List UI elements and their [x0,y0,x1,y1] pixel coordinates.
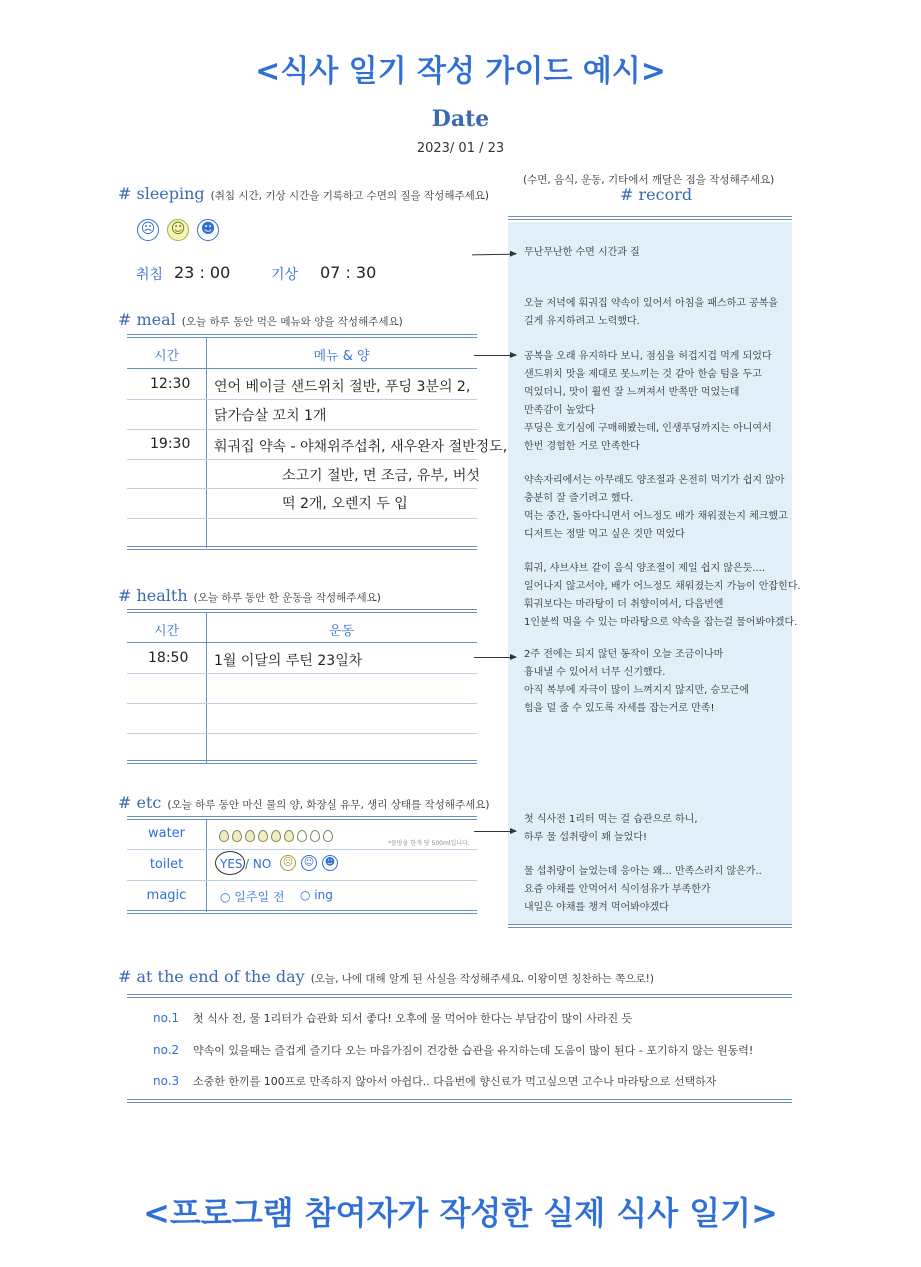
row-divider [127,459,477,460]
health-note: (오늘 하루 동안 한 운동을 작성해주세요) [193,592,381,604]
arrow-icon [474,657,516,658]
table-border [127,334,477,338]
record-note: (수면, 음식, 운동, 기타에서 깨달은 점을 작성해주세요) [523,174,775,186]
meal-time: 12:30 [150,376,191,392]
end-top-border [127,994,792,998]
health-exercise: 1월 이달의 루틴 23일차 [214,653,363,669]
actual-diary-title: <프로그램 참여자가 작성한 실제 식사 일기> [143,1194,778,1232]
meal-heading: # meal [118,310,176,329]
magic-option-ing[interactable]: ○ ing [300,888,333,902]
meal-menu: 떡 2개, 오렌지 두 입 [282,496,408,512]
waketime-value: 07 : 30 [320,263,377,282]
meal-note: (오늘 하루 동안 먹은 메뉴와 양을 작성해주세요) [181,316,403,328]
waketime-label: 기상 [271,267,299,283]
arrow-icon [474,831,516,832]
record-text: 약속자리에서는 아무래도 양조절과 온전히 먹기가 쉽지 않아 충분히 잘 즐기려고 했다. 먹는 중간, 돌아다니면서 어느정도 배가 채워졌는지 체크했고 디저트는 정말 먹고 싶은 것만 먹었다 [524,475,788,540]
end-heading: # at the end of the day [118,967,305,986]
sleeping-note: (취침 시간, 기상 시간을 기록하고 수면의 질을 작성해주세요) [210,190,489,202]
row-divider [127,880,477,881]
item-number: no.1 [153,1011,180,1025]
record-text: 물 섭취량이 늘었는데 응아는 왜... 만족스러지 않은가.. 요즘 야채를 안먹어서 식이섬유가 부족한가 내일은 야채를 챙겨 먹어봐야겠다 [524,866,762,913]
row-divider [127,849,477,850]
water-drops [219,827,336,846]
magic-label: magic [146,888,187,903]
health-col-time: 시간 [153,624,180,639]
column-divider [206,820,207,912]
item-text: 약속이 있을때는 즐겁게 즐기다 오는 마음가짐이 건강한 습관을 유지하는데 도움이 많이 된다 - 포기하지 않는 원동력! [193,1044,754,1057]
etc-heading: # etc [118,793,162,812]
sad-face-icon: ☹ [137,219,159,241]
row-divider [127,399,477,400]
toilet-yes: YES [220,857,243,871]
table-border [127,609,477,613]
end-section-heading [118,967,654,986]
meal-time: 19:30 [150,436,191,452]
row-divider [127,488,477,489]
water-drop-icon [271,830,281,842]
toilet-no: / NO [245,857,272,871]
etc-section-heading [118,793,489,812]
etc-note: (오늘 하루 동안 마신 물의 양, 화장실 유무, 생리 상태를 작성해주세요) [167,799,490,811]
table-border [127,816,477,820]
row-divider [127,733,477,734]
neutral-face-icon: ☺ [167,219,189,241]
item-text: 소중한 한끼를 100프로 만족하지 않아서 아쉽다.. 다음번에 향신료가 먹고싶으면 고수나 마라탕으로 선택하자 [193,1075,717,1088]
neutral-face-icon: ☺ [301,855,317,871]
item-text: 첫 식사 전, 물 1리터가 습관화 되서 좋다! 오후에 물 먹어야 한다는 부담감이 많이 사라진 듯 [193,1012,633,1025]
date-label: Date [431,106,490,132]
row-divider [127,673,477,674]
list-item [153,1042,753,1058]
health-section-heading [118,586,381,605]
water-drop-icon [219,830,229,842]
sleeping-heading: # sleeping [118,184,205,203]
water-drop-icon [297,830,307,842]
toilet-label: toilet [149,857,184,872]
water-note: *물방울 한개 당 500ml입니다. [388,840,470,847]
meal-menu: 소고기 절반, 면 조금, 유부, 버섯 [282,468,480,484]
bedtime-label: 취침 [136,267,164,283]
sleeping-section-heading [118,184,489,203]
record-text: 오늘 저녁에 훠궈집 약속이 있어서 아침을 패스하고 공복을 길게 유지하려고 노력했다. [524,298,779,327]
column-divider [206,338,207,548]
header-divider [127,368,477,369]
item-number: no.2 [153,1043,180,1057]
meal-menu: 연어 베이글 샌드위치 절반, 푸딩 3분의 2, [214,379,471,395]
guide-title: <식사 일기 작성 가이드 예시> [255,54,666,89]
record-meal-text: 공복을 오래 유지하다 보니, 점심을 허겁지겁 먹게 되었다 샌드위치 맛을 제대로 못느끼는 것 같아 한숨 텀을 두고 먹었더니, 맛이 훨씬 잘 느껴져서 반쪽만 먹었는데 만족감이 높았다 푸딩은 호기심에 구매해봤는데, 인생푸딩까지는 아니여서 한번 경험한 거로 만족한다 [524,351,772,452]
magic-option-week-before[interactable]: ○ 일주일 전 [220,890,285,904]
meal-menu: 닭가슴살 꼬치 1개 [214,408,327,424]
record-heading: # record [620,185,693,204]
arrow-icon [474,355,516,356]
table-border [127,910,477,914]
record-text: 훠궈, 샤브샤브 같이 음식 양조절이 제일 쉽지 않은듯.... 일어나지 않고서야, 배가 어느정도 채워졌는지 가늠이 안잡힌다. 훠궈보다는 마라탕이 더 취향이여서, 다음번엔 1인분씩 먹을 수 있는 마라탕으로 약속을 잡는걸 물어봐야겠다. [524,563,801,628]
header-divider [127,642,477,643]
table-border [127,546,477,550]
water-drop-icon [310,830,320,842]
health-col-exercise: 운동 [328,624,355,639]
water-drop-icon [323,830,333,842]
record-sleep-text: 무난무난한 수면 시간과 질 [524,247,640,258]
water-drop-icon [284,830,294,842]
water-label: water [147,826,186,841]
row-divider [127,703,477,704]
row-divider [127,429,477,430]
end-bottom-border [127,1099,792,1103]
health-time: 18:50 [148,650,189,666]
list-item [153,1073,716,1089]
date-value: 2023/ 01 / 23 [416,141,505,156]
meal-col-time: 시간 [153,349,180,364]
record-etc-text: 첫 식사전 1리터 먹는 걸 습관으로 하니, 하루 물 섭취량이 꽤 늘었다! [524,814,698,843]
end-note: (오늘, 나에 대해 알게 된 사실을 작성해주세요. 이왕이면 칭찬하는 쪽으로!) [310,973,654,985]
table-border [127,760,477,764]
arrow-icon [472,254,516,256]
water-drop-icon [245,830,255,842]
happy-face-icon: ☻ [322,855,338,871]
record-bottom-border [508,924,792,928]
record-health-text: 2주 전에는 되지 않던 동작이 오늘 조금이나마 흉내낼 수 있어서 너무 신기했다. 아직 복부에 자극이 많이 느껴지지 않지만, 승모근에 힘을 덜 줄 수 있도록 자세를 잡는거로 만족! [524,649,750,714]
row-divider [127,518,477,519]
sad-face-icon: ☹ [280,855,296,871]
health-heading: # health [118,586,188,605]
water-drop-icon [232,830,242,842]
bedtime-value: 23 : 00 [174,263,231,282]
meal-menu: 훠궈집 약속 - 야채위주섭취, 새우완자 절반정도, [214,439,508,455]
water-drop-icon [258,830,268,842]
list-item [153,1010,632,1026]
meal-section-heading [118,310,403,329]
meal-col-menu: 메뉴 & 양 [313,349,370,364]
record-top-border [508,216,792,220]
item-number: no.3 [153,1074,180,1088]
happy-face-icon: ☻ [197,219,219,241]
